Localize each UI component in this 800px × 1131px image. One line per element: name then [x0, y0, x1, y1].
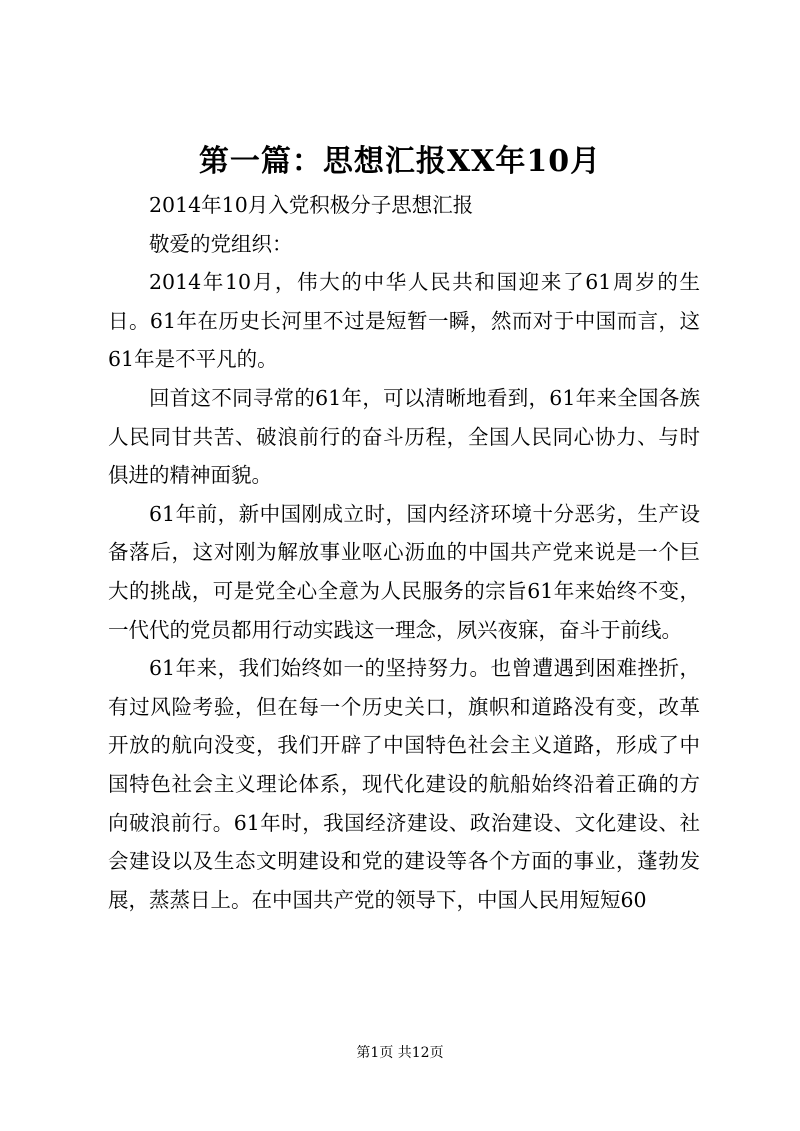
paragraph-founding: 61年前，新中国刚成立时，国内经济环境十分恶劣，生产设备落后，这对刚为解放事业呕心沥血的中国共产党来说是一个巨大的挑战，可是党全心全意为人民服务的宗旨61年来始终不变，一代代的党员都用行动实践这一理念，夙兴夜寐，奋斗于前线。 — [108, 501, 700, 642]
paragraph-review: 回首这不同寻常的61年，可以清晰地看到，61年来全国各族人民同甘共苦、破浪前行的奋斗历程，全国人民同心协力、与时俱进的精神面貌。 — [108, 385, 700, 488]
report-subtitle: 2014年10月入党积极分子思想汇报 — [149, 193, 474, 217]
salutation: 敬爱的党组织： — [149, 231, 293, 256]
paragraph-development: 61年来，我们始终如一的坚持努力。也曾遭遇到困难挫折，有过风险考验，但在每一个历史关口，旗帜和道路没有变，改革开放的航向没变，我们开辟了中国特色社会主义道路，形成了中国特色社会主义理论体系，现代化建设的航船始终沿着正确的方向破浪前行。61年时，我国经济建设、政治建设、文化建设、社会建设以及生态文明建设和党的建设等各个方面的事业，蓬勃发展，蒸蒸日上。在中国共产党的领导下，中国人民用短短60 — [108, 656, 700, 912]
paragraph-anniversary: 2014年10月，伟大的中华人民共和国迎来了61周岁的生日。61年在历史长河里不过是短暂一瞬，然而对于中国而言，这61年是不平凡的。 — [108, 270, 700, 372]
document-body — [108, 186, 700, 919]
page-footer: 第1页 共12页 — [356, 1045, 444, 1061]
document-title: 第一篇：思想汇报XX年10月 — [198, 144, 602, 179]
